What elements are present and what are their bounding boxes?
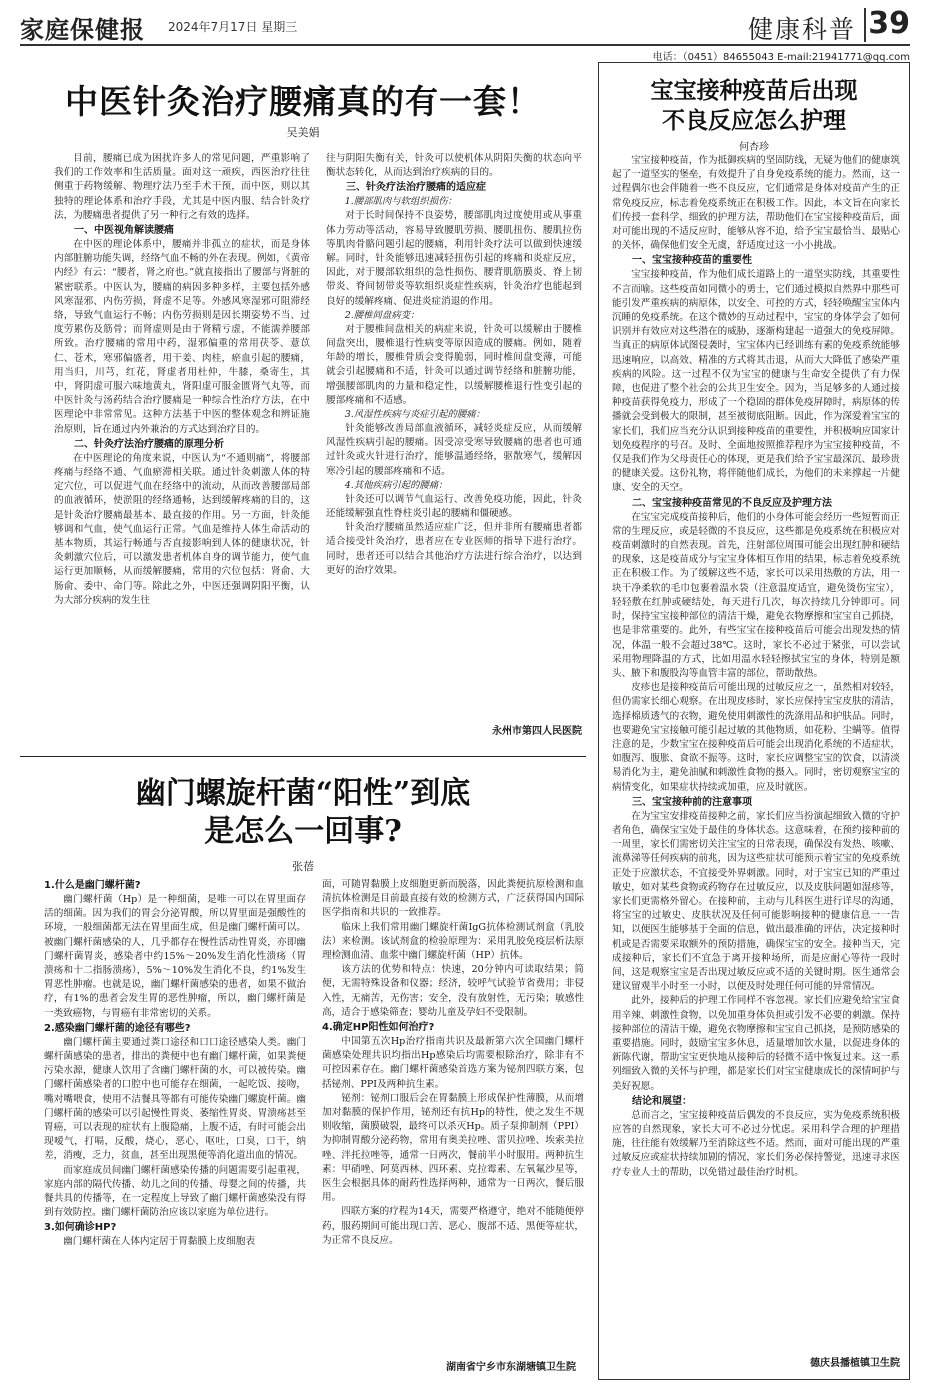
paragraph: 目前，腰痛已成为困扰许多人的常见问题，严重影响了我们的工作效率和生活质量。面对这一顽疾，西医治疗往往侧重于药物缓解、物理疗法乃至手术干预，而中医，则以其独特的理论体系和治疗手段，尤其是中医内服、结合针灸疗法，为腰痛患者提供了另一种行之有效的选择。 bbox=[54, 153, 310, 221]
paragraph: 宝宝接种疫苗，作为他们成长道路上的一道坚实防线，其重要性不言而喻。这些疫苗如同微小的勇士，它们通过模拟自然界中那些可能引发严重疾病的病原体，以安全、可控的方式，轻轻唤醒宝宝体内沉睡的免疫系统。在这个微妙的互动过程中，宝宝的身体学会了如何识别并有效应对这些潜在的威胁，逐渐构建起一道强大的免疫屏障。当真正的病原体试图侵袭时，宝宝体内已经训练有素的免疫系统能够迅速响应，以高效、精准的方式将其击退，从而大大降低了感染严重疾病的风险。这一过程不仅为宝宝的健康与生命安全提供了有力保障，也促进了整个社会的公共卫生安全。因为，当足够多的人通过接种疫苗获得免疫力，形成了一个稳固的群体免疫屏障时，病原体的传播就会受到极大的限制，甚至被彻底阻断。因此，作为深爱着宝宝的家长们，我们应当充分认识到接种疫苗的重要性，并积极响应国家计划免疫程序的号召。及时、全面地按照推荐程序为宝宝接种疫苗，不仅是我们作为父母责任心的体现，更是我们给予宝宝最深沉、最珍贵的健康关爱。这份礼物，将伴随他们成长，为他们的未来撑起一片健康、安全的天空。 bbox=[612, 269, 900, 494]
paragraph: 往与阴阳失衡有关，针灸可以使机体从阴阳失衡的状态向平衡状态转化，从而达到治疗疾病的目的。 bbox=[326, 153, 582, 179]
paragraph: 针灸还可以调节气血运行、改善免疫功能，因此，针灸还能缓解强直性脊柱炎引起的腰痛和僵硬感。 bbox=[326, 493, 582, 520]
article-body bbox=[612, 154, 900, 1350]
paragraph: 中国第五次Hp治疗指南共识及最新第六次全国幽门螺杆菌感染处理共识均指出Hp感染后均需要根除治疗，除非有不可控因素存在。幽门螺杆菌感染首选方案为铋剂四联方案，包括铋剂、PPI及两种抗生素。 bbox=[322, 1036, 584, 1090]
section-heading: 结论和展望： bbox=[632, 1095, 692, 1107]
article-author: 何杏珍 bbox=[739, 142, 769, 153]
article-title: 中医针灸治疗腰痛真的有一套！ bbox=[65, 82, 541, 121]
paragraph: 幽门螺杆菌主要通过粪口途径和口口途径感染人类。幽门螺杆菌感染的患者，排出的粪便中也有幽门螺杆菌，如果粪便污染水源，健康人饮用了含幽门螺杆菌的水，可以被传染。幽门螺杆菌感染者的口腔中也可能存在细菌，一起吃饭、接吻，嘴对嘴喂食，使用不洁餐具等都有可能传染幽门螺旋杆菌。幽门螺杆菌的感染可以引起慢性胃炎、萎缩性胃炎、胃溃疡甚至胃癌，可以表现的症状有上腹隐痛，上腹不适，有时可能会出现嗳气，打嗝，反酸，烧心，恶心，呕吐，口臭，口干，纳差，消瘦，乏力，贫血，甚至出现黑便等消化道出血的情况。 bbox=[44, 1036, 306, 1162]
section-heading: 二、针灸疗法治疗腰痛的原理分析 bbox=[74, 438, 224, 450]
paragraph: 皮疹也是接种疫苗后可能出现的过敏反应之一，虽然相对较轻，但仍需家长细心观察。在出现皮疹时，家长应保持宝宝皮肤的清洁，选择棉质透气的衣物，避免使用刺激性的洗涤用品和护肤品。同时，也要避免宝宝接触可能引起过敏的其他物质，如花粉、尘螨等。值得注意的是，少数宝宝在接种疫苗后可能会出现消化系统的不适症状，如腹泻、腹胀、食欲不振等。这时，家长应调整宝宝的饮食，以清淡易消化为主，避免油腻和刺激性食物的摄入。同时，密切观察宝宝的病情变化，如果症状持续或加重，应及时就医。 bbox=[612, 682, 900, 793]
section-heading: 三、宝宝接种前的注意事项 bbox=[632, 796, 752, 808]
paragraph: 在中医的理论体系中，腰痛并非孤立的症状，而是身体内部脏腑功能失调，经络气血不畅的外在表现。例如，《黄帝内经》有云：“腰者，肾之府也。”就直接指出了腰部与肾脏的紧密联系。中医认为，腰痛的病因多种多样，主要包括外感风寒湿邪、内伤劳损，肾虚不足等。外感风寒湿邪可阻滞经络，导致气血运行不畅；内伤劳损则是因长期姿势不当、过度劳累伤及筋骨；而肾虚则是由于肾精亏虚，不能濡养腰部所致。治疗腰痛的常用中药，湿邪偏重的常用茯苓、薏苡仁、苍术，寒邪偏盛者，用干姜、肉桂，瘀血引起的腰痛，用当归，川芎，红花，肾虚者用杜仲，牛膝，桑寄生，其中，肾阴虚可服六味地黄丸，肾阳虚可服金匮肾气丸等，而中医针灸与汤药结合治疗腰痛是一种综合性治疗方法，在中医理论中非常常见。这种方法基于中医的整体观念和辨证施治原则，旨在通过内外兼治的方式达到治疗目的。 bbox=[54, 239, 310, 435]
paragraph: 针灸能够改善局部血液循环，减轻炎症反应，从而缓解风湿性疾病引起的腰痛。因受凉受寒导致腰痛的患者也可通过针灸或火针进行治疗，能够温通经络，驱散寒气，缓解因寒冷引起的腰部疼痛和不适。 bbox=[326, 423, 582, 477]
paragraph: 宝宝接种疫苗，作为抵御疾病的坚固防线，无疑为他们的健康筑起了一道坚实的堡垒，有效提升了自身免疫系统的能力。然而，这一过程偶尔也会伴随着一些不良反应，它们通常是身体对疫苗产生的正常免疫反应，标志着免疫系统正在积极工作。因此，本文旨在向家长们传授一套科学、细致的护理方法，帮助他们在宝宝接种疫苗后，面对可能出现的不适反应时，能够从容不迫，给予宝宝最恰当、最贴心的关怀，确保他们安全无虞，舒适度过这一小小挑战。 bbox=[612, 155, 900, 252]
subheading: 3.风湿性疾病与炎症引起的腰痛： bbox=[344, 409, 485, 421]
paragraph: 在宝宝完成疫苗接种后，他们的小身体可能会经历一些短暂而正常的生理反应，或是轻微的不良反应，这些都是免疫系统在积极应对疫苗刺激时的自然表现。首先，注射部位周围可能会出现红肿和硬结的现象，这是疫苗成分与宝宝身体相互作用的结果，标志着免疫系统正在积极工作。为了缓解这些不适，家长可以采用热敷的方法，用一块干净柔软的毛巾包裹着温水袋（注意温度适宜，避免烫伤宝宝），轻轻敷在红肿或硬结处，每天进行几次，每次持续几分钟即可。同时，保持宝宝接种部位的清洁干燥，避免衣物摩擦和宝宝自己抓挠，也是非常重要的。此外，有些宝宝在接种疫苗后可能会出现发热的情况，体温一般不会超过38℃。这时，家长不必过于紧张，可以尝试采用物理降温的方式，比如用温水轻轻擦拭宝宝的身体，特别是额头、腋下和腹股沟等血管丰富的部位，帮助散热。 bbox=[612, 511, 900, 679]
subheading: 2.腰椎间盘病变： bbox=[344, 309, 420, 321]
article-vaccine bbox=[602, 66, 906, 1376]
header-divider bbox=[864, 8, 866, 42]
article-column-1 bbox=[54, 152, 310, 728]
paragraph: 幽门螺杆菌在人体内定居于胃黏膜上皮细胞表 bbox=[63, 1236, 256, 1248]
paragraph: 该方法的优势和特点：快速，20分钟内可读取结果；简便，无需特殊设备和仪器；经济，较呼气试验节省费用；非侵入性，无痛苦，无伤害；安全，没有放射性，无污染；敏感性高，适合于感染筛查；婴幼儿童及孕妇不受限制。 bbox=[322, 964, 584, 1018]
header-rule bbox=[20, 44, 910, 46]
subheading: 1.腰部肌肉与软组织损伤： bbox=[344, 196, 457, 208]
paragraph: 在为宝宝安排疫苗接种之前，家长们应当扮演起细致入微的守护者角色，确保宝宝处于最佳的身体状态。这意味着，在预约接种前的一周里，家长们需密切关注宝宝的日常表现，确保没有发热、咳嗽、流鼻涕等任何疾病的前兆，因为这些症状可能预示着宝宝的免疫系统正处于应激状态，不宜接受外界刺激。同时，对于宝宝已知的严重过敏史，如对某些食物或药物存在过敏反应，以及皮肤问题如湿疹等，家长们更需格外留心。在接种前，主动与儿科医生进行详尽的沟通，将宝宝的过敏史、皮肤状况及任何可能影响接种的健康信息一一告知，以便医生能够基于全面的信息，做出最准确的评估，决定接种时机或是否需要采取额外的预防措施，确保宝宝的安全。接种当天，完成接种后，家长们不宜急于离开接种场所，而是应耐心等待一段时间，这是观察宝宝是否出现过敏反应或不适的关键时期。医生通常会建议留观半小时至一小时，以便及时处理任何可能的异常情况。 bbox=[612, 810, 900, 993]
section-heading: 1.什么是幽门螺杆菌? bbox=[44, 880, 141, 891]
section-heading: 一、中医视角解读腰痛 bbox=[74, 225, 174, 237]
paragraph: 对于腰椎间盘相关的病症来说，针灸可以缓解由于腰椎间盘突出，腰椎退行性病变等原因造成的腰痛。例如，随着年龄的增长，腰椎骨质会变得脆弱，同时椎间盘变薄，可能就会引起腰痛和不适，针灸可以通过调节经络和脏腑功能，增强腰部肌肉的力量和稳定性，以缓解腰椎退行性变引起的腰部疼痛和不适感。 bbox=[326, 323, 582, 406]
paragraph: 总而言之，宝宝接种疫苗后偶发的不良反应，实为免疫系统积极应答的自然现象，家长大可不必过分忧虑。采用科学合理的护理措施，往往能有效缓解乃至消除这些不适。然而，面对可能出现的严重过敏反应或症状持续加剧的情况，家长们务必保持警觉，迅速寻求医疗专业人士的帮助，以免错过最佳治疗时机。 bbox=[612, 1109, 900, 1178]
paragraph: 面，可随胃黏膜上皮细胞更新而脱落，因此粪便抗原检测和血清抗体检测是目前最直接有效的检测方式，广泛获得国内国际医学指南和共识的一致推荐。 bbox=[322, 879, 584, 919]
article-title-line-1: 幽门螺旋杆菌“阳性”到底 bbox=[135, 776, 471, 811]
page-number: 39 bbox=[868, 6, 910, 41]
article-hpylori bbox=[20, 760, 586, 1382]
paragraph: 临床上我们常用幽门螺旋杆菌IgG抗体检测试剂盒（乳胶法）来检测。该试剂盒的检验原理为：采用乳胶免疫层析法原理检测血清、血浆中幽门螺旋杆菌（HP）抗体。 bbox=[322, 921, 584, 962]
article-source: 德庆县播植镇卫生院 bbox=[810, 1358, 900, 1369]
section-heading: 3.如何确诊HP? bbox=[44, 1222, 117, 1234]
article-title-line-1: 宝宝接种疫苗后出现 bbox=[650, 77, 858, 104]
article-column-1 bbox=[44, 878, 306, 1362]
article-author: 吴美娟 bbox=[286, 126, 320, 139]
section-divider bbox=[20, 756, 586, 757]
paragraph: 此外，接种后的护理工作同样不容忽视。家长们应避免给宝宝食用辛辣、刺激性食物，以免加重身体负担或引发不必要的刺激。保持接种部位的清洁干燥，避免衣物摩擦和宝宝自己抓挠，是预防感染的重要措施。同时，鼓励宝宝多休息，适量增加饮水量，以促进身体的新陈代谢，帮助宝宝更快地从接种后的轻微不适中恢复过来。这一系列细致入微的关怀与护理，都是家长们对宝宝健康成长的深情呵护与美好祝愿。 bbox=[612, 995, 900, 1092]
section-name: 健康科普 bbox=[747, 15, 856, 44]
section-heading: 三、针灸疗法治疗腰痛的适应症 bbox=[346, 182, 486, 194]
subheading: 4.其他疾病引起的腰痛： bbox=[344, 479, 448, 491]
paragraph: 铋剂：铋剂口服后会在胃黏膜上形成保护性薄膜，从而增加对黏膜的保护作用，铋剂还有抗Hp的特性，使之发生不规则收缩，菌膜破裂，最终可以杀灭Hp。质子泵抑制剂（PPI）为抑制胃酸分泌药物，常用有奥美拉唑、雷贝拉唑、埃索美拉唑、泮托拉唑等，通常一日两次，餐前半小时服用。两种抗生素：甲硝唑、阿莫西林、四环素、克拉霉素、左氧氟沙星等，医生会根据具体的耐药性选择两种，通常为一日两次，餐后服用。 bbox=[322, 1092, 584, 1204]
article-column-2 bbox=[322, 878, 584, 1362]
section-heading: 二、宝宝接种疫苗常见的不良反应及护理方法 bbox=[632, 497, 832, 509]
section-heading: 2.感染幽门螺杆菌的途径有哪些? bbox=[44, 1022, 191, 1034]
article-acupuncture bbox=[20, 62, 586, 752]
paragraph: 在中医理论的角度来说，中医认为“不通则痛”，将腰部疼痛与经络不通、气血瘀滞相关联。通过针灸刺激人体的特定穴位，可以促进气血在经络中的流动，从而改善腰部局部的血液循环，使淤阻的经络通畅，达到缓解疼痛的目的，这是针灸治疗腰痛最基本、最直接的作用。另一方面，针灸能够调和气血，使气血运行正常。气血是维持人体生命活动的基本物质，其运行畅通与否直接影响到人体的健康状况，针灸刺激穴位后，可以激发患者机体自身的调节能力，使气血运行更加顺畅，从而缓解腰痛，常用的穴位包括：肾俞、大肠俞、委中、命门等。除此之外，中医还强调阴阳平衡，认为大部分疾病的发生往 bbox=[54, 452, 310, 606]
article-source: 永州市第四人民医院 bbox=[492, 726, 582, 737]
paragraph: 幽门螺杆菌（Hp）是一种细菌，是唯一可以在胃里面存活的细菌。因为我们的胃会分泌胃酸，所以胃里面是强酸性的环境，一般细菌都无法在胃里面生成，但是幽门螺杆菌可以。被幽门螺杆菌感染的人，几乎都存在慢性活动性胃炎，亦即幽门螺杆菌胃炎，感染者中约15%～20%发生消化性溃疡（胃溃疡和十二指肠溃疡），5%～10%发生消化不良，约1%发生胃恶性肿瘤。也就是说，幽门螺杆菌感染的患者，如果不做治疗，有1%的患者会发生胃的恶性肿瘤，所以，幽门螺杆菌是一类致癌物，与胃癌有非常密切的关系。 bbox=[44, 894, 306, 1019]
paragraph: 针灸治疗腰痛虽然适应症广泛，但并非所有腰痛患者都适合接受针灸治疗，患者应在专业医师的指导下进行治疗。同时，患者还可以结合其他治疗方法进行综合治疗，以达到更好的治疗效果。 bbox=[326, 522, 582, 576]
section-heading: 一、宝宝接种疫苗的重要性 bbox=[632, 255, 752, 267]
paragraph: 四联方案的疗程为14天，需要严格遵守，绝对不能随便停药，服药期间可能出现口苦、恶心、腹部不适、黑便等症状，为正常不良反应。 bbox=[322, 1206, 584, 1246]
contact-info: 电话：（0451）84655043 E-mail:21941771@qq.com bbox=[652, 52, 910, 63]
section-heading: 4.确定HP阳性如何治疗? bbox=[322, 1022, 435, 1034]
newspaper-name: 家庭保健报 bbox=[20, 15, 145, 44]
article-title-line-2: 不良反应怎么护理 bbox=[662, 107, 846, 134]
masthead bbox=[20, 8, 910, 44]
article-author: 张蓓 bbox=[292, 860, 314, 873]
article-source: 湖南省宁乡市东湖塘镇卫生院 bbox=[446, 1362, 576, 1373]
article-column-2 bbox=[326, 152, 582, 728]
issue-date: 2024年7月17日 星期三 bbox=[168, 20, 298, 34]
paragraph: 而家庭成员间幽门螺杆菌感染传播的问题需要引起重视，家庭内部的隔代传播、幼儿之间的传播、母婴之间的传播，共餐共具的传播等，在一定程度上导致了幽门螺杆菌感染没有得到有效防控。幽门螺杆菌防治应该以家庭为单位进行。 bbox=[44, 1164, 306, 1219]
paragraph: 对于长时间保持不良姿势，腰部肌肉过度使用或从事重体力劳动等活动，容易导致腰肌劳损、腰肌扭伤、腰肌拉伤等肌肉骨骼问题引起的腰痛，利用针灸疗法可以做到快速缓解。同时，针灸能够迅速减轻扭伤引起的疼痛和炎症反应，因此，对于腰部软组织的急性损伤、腰背肌筋膜炎、脊上韧带炎、脊间韧带炎等软组织炎症性疾病，针灸治疗也能起到良好的缓解疼痛、促进炎症消退的作用。 bbox=[326, 210, 582, 307]
article-title-line-2: 是怎么一回事? bbox=[204, 814, 402, 849]
